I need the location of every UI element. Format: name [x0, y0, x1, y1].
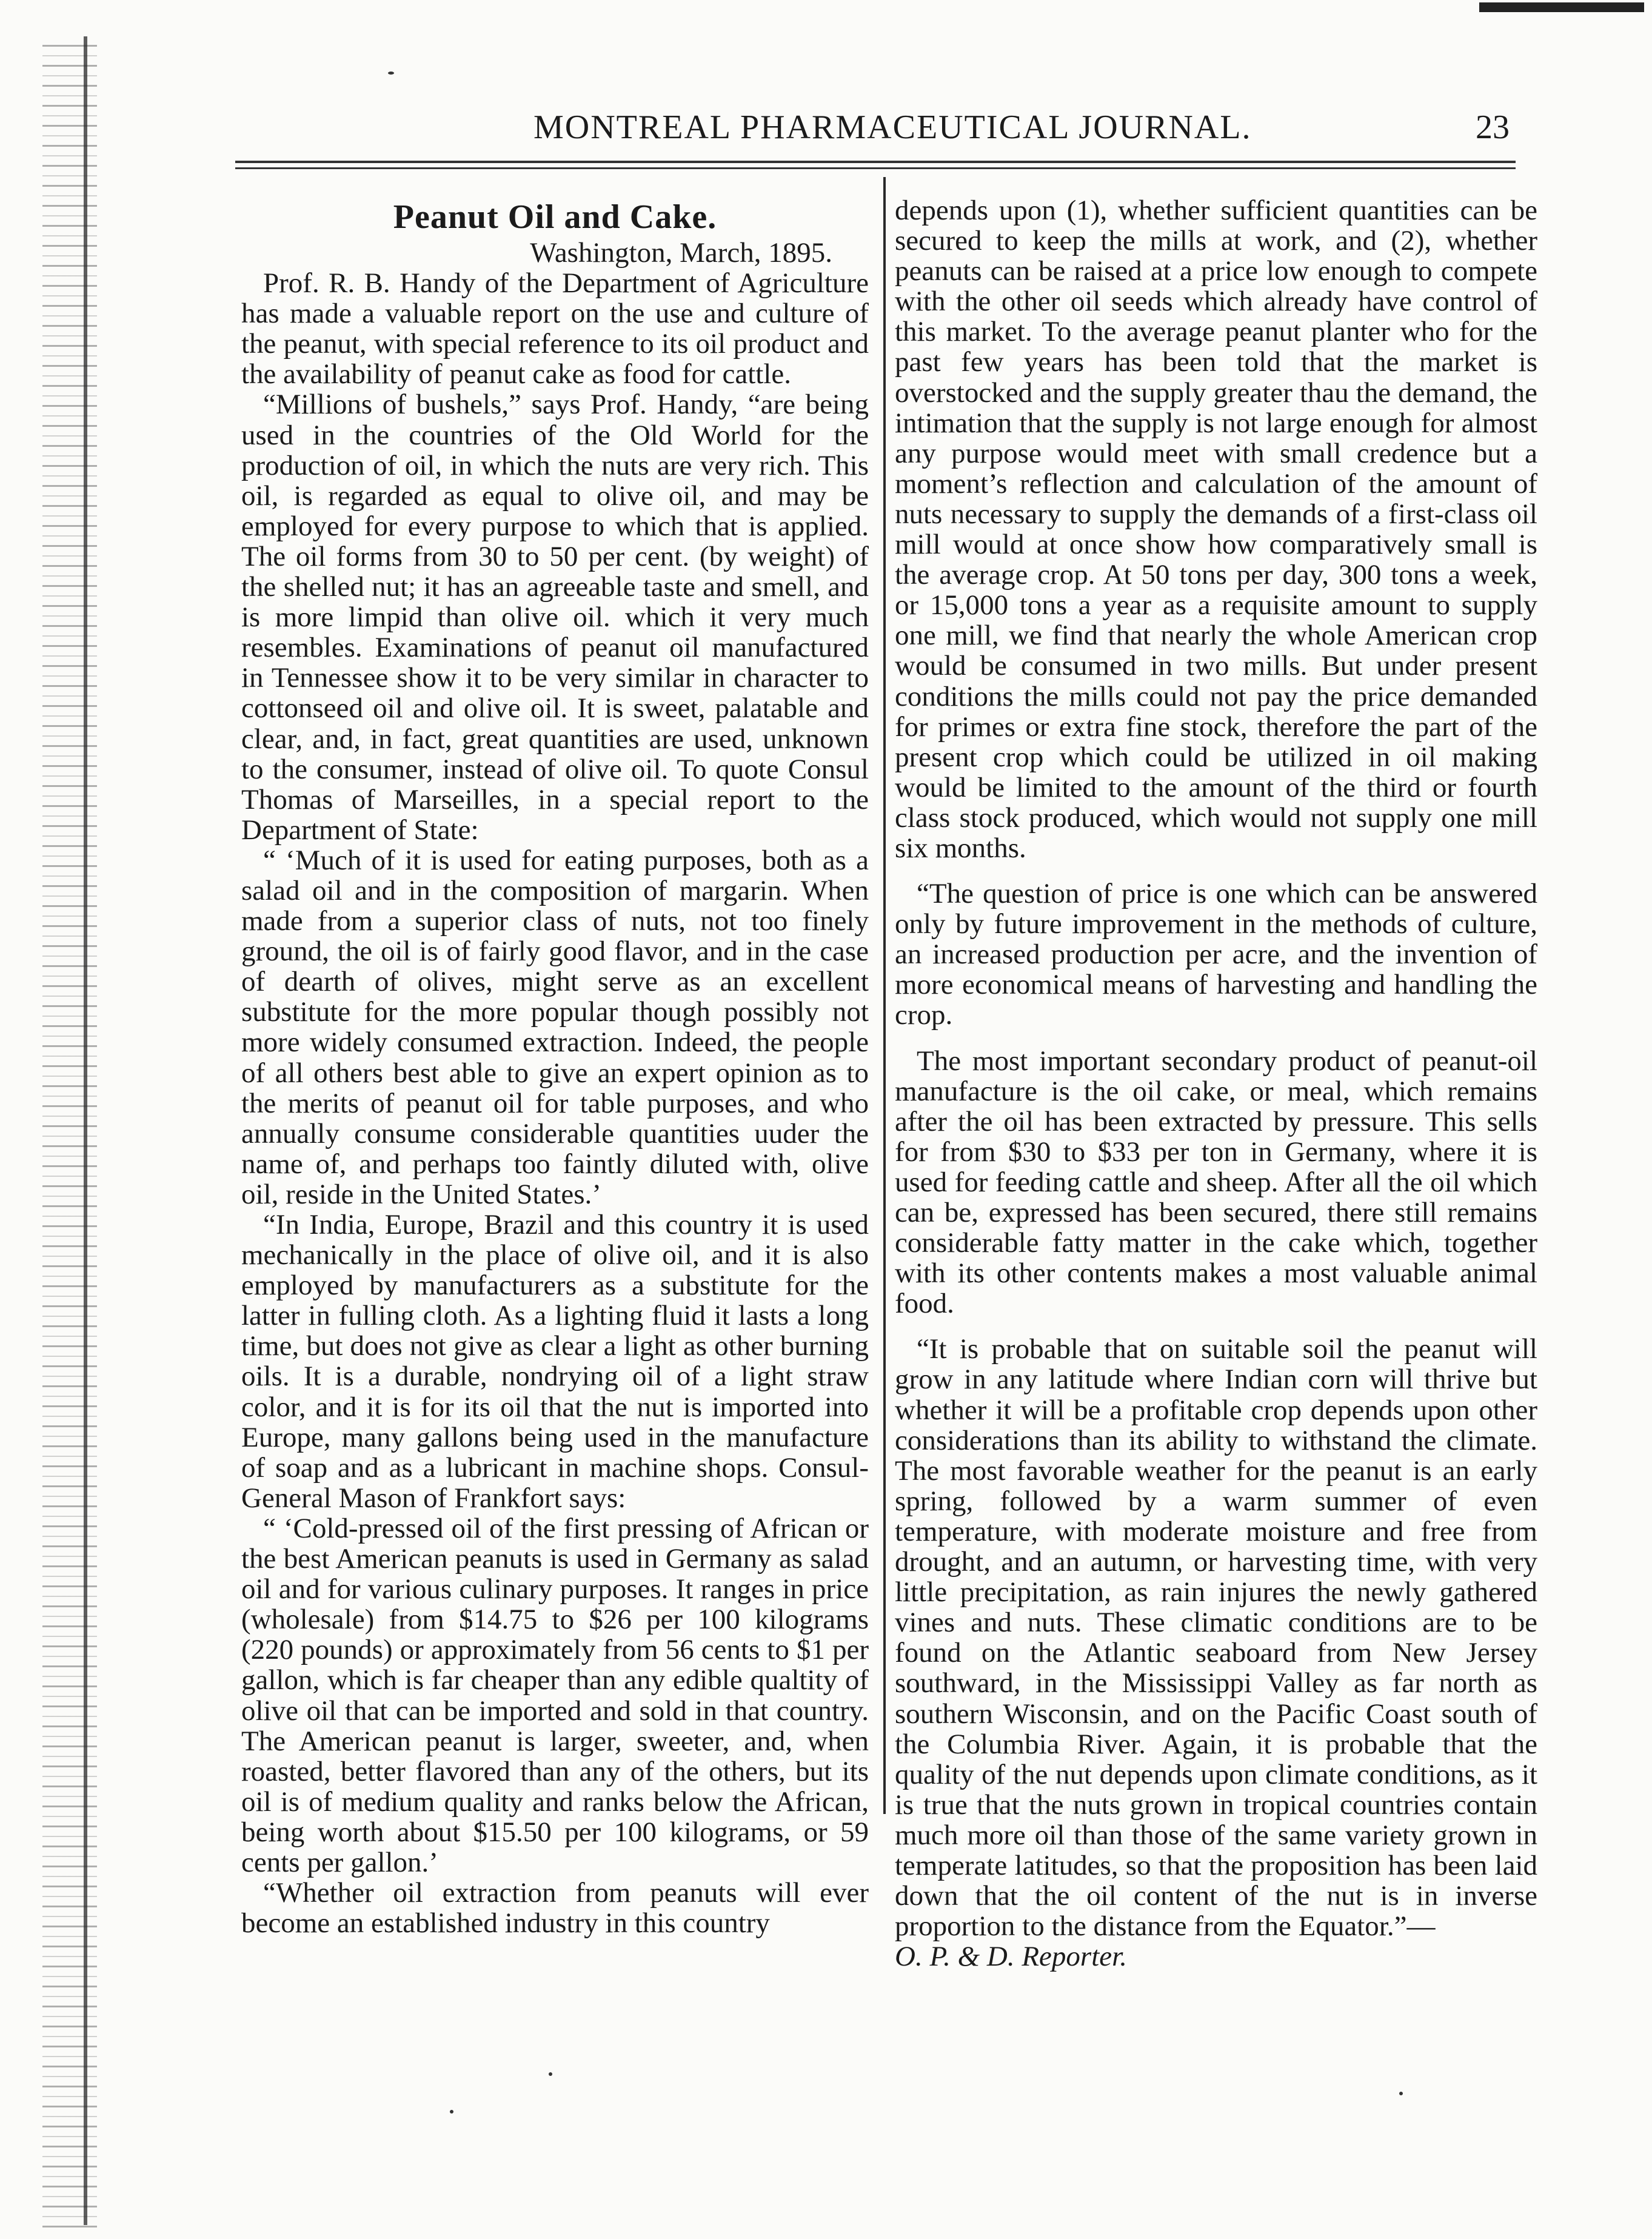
binding-shadow-line — [84, 36, 87, 2225]
paragraph: Prof. R. B. Handy of the Department of Agriculture has made a valuable report on the use and culture of the peanut, with special reference to its oil product and the availability of peanut cake as food for cattle. — [241, 267, 869, 390]
paragraph: “Whether oil extraction from peanuts will ever become an established industry in this country — [241, 1877, 869, 1939]
right-column — [895, 195, 1537, 1972]
article-title: Peanut Oil and Cake. — [393, 198, 717, 236]
paragraph: “It is probable that on suitable soil the peanut will grow in any latitude where Indian corn will thrive but whether it will be a profitable crop depends upon other considerations than its ability to withstand the climate. The most favorable weather for the peanut is an early spring, followed by a warm summer of even temperature, with moderate moisture and free from drought, and an autumn, or harvesting time, with very little precipitation, as rain injures the newly gathered vines and nuts. These climatic conditions are to be found on the Atlantic seaboard from New Jersey southward, in the Mississippi Valley as far north as southern Wisconsin, and on the Pacific Coast south of the Columbia River. Again, it is probable that the quality of the nut depends upon climate conditions, as it is true that the nuts grown in tropical countries contain much more oil than those of the same variety grown in temperate latitudes, so that the proposition has been laid down that the oil content of the nut is in inverse proportion to the distance from the Equator.”— — [895, 1333, 1537, 1943]
paragraph: “ ‘Much of it is used for eating purposes, both as a salad oil and in the composition of margarin. When made from a superior class of nuts, not too finely ground, the oil is of fairly good flavor, and in the case of dearth of olives, might serve as an excellent substitute for the more popular though possibly not more widely consumed extraction. Indeed, the people of all others best able to give an expert opinion as to the merits of peanut oil for table purposes, and who annually consume considerable quantities uuder the name of, and perhaps too faintly diluted with, olive oil, reside in the United States.’ — [241, 844, 869, 1210]
print-speck — [388, 72, 394, 75]
top-edge-rule — [1479, 2, 1644, 12]
column-divider — [883, 177, 886, 1814]
print-speck — [1399, 2092, 1403, 2095]
paragraph: “Millions of bushels,” says Prof. Handy, “are being used in the countries of the Old World for the production of oil, in which the nuts are very rich. This oil, is regarded as equal to olive oil, and may be employed for every purpose to which that is applied. The oil forms from 30 to 50 per cent. (by weight) of the shelled nut; it has an agreeable taste and smell, and is more limpid than olive oil. which it very much resembles. Examinations of peanut oil manufactured in Tennessee show it to be very similar in character to cottonseed oil and olive oil. It is sweet, palatable and clear, and, in fact, great quantities are used, unknown to the consumer, instead of olive oil. To quote Consul Thomas of Marseilles, in a special report to the Department of State: — [241, 389, 869, 846]
paragraph: depends upon (1), whether sufficient quantities can be secured to keep the mills at work, and (2), whether peanuts can be raised at a price low enough to compete with the other oil seeds which already have control of this market. To the average peanut planter who for the past few years has been told that the market is overstocked and the supply greater thau the demand, the intimation that the supply is not large enough for almost any purpose would meet with small credence but a moment’s reflection and calculation of the amount of nuts necessary to supply the demands of a first-class oil mill would at once show how comparatively small is the average crop. At 50 tons per day, 300 tons a week, or 15,000 tons a year as a requisite amount to supply one mill, we find that nearly the whole American crop would be consumed in two mills. But under present conditions the mills could not pay the price demanded for primes or extra fine stock, therefore the part of the present crop which could be utilized in oil making would be limited to the amount of the third or fourth class stock produced, which would not supply one mill six months. — [895, 195, 1537, 864]
paragraph: “ ‘Cold-pressed oil of the first pressing of African or the best American peanuts is used in Germany as salad oil and for various culinary purposes. It ranges in price (wholesale) from $14.75 to $26 per 100 kilograms (220 pounds) or approximately from 56 cents to $1 per gallon, which is far cheaper than any edible qualtity of olive oil that can be imported and sold in that country. The American peanut is larger, sweeter, and, when roasted, better flavored than any of the others, but its oil is of medium quality and ranks below the African, being worth about $15.50 per 100 kilograms, or 59 cents per gallon.’ — [241, 1512, 869, 1878]
left-column — [241, 199, 869, 1938]
dateline: Washington, March, 1895. — [530, 237, 832, 269]
binding-edge — [42, 36, 97, 2231]
paragraph: “In India, Europe, Brazil and this country it is used mechanically in the place of olive oil, and it is also employed by manufacturers as a substitute for the latter in fulling cloth. As a lighting fluid it lasts a long time, but does not give as clear a light as other burning oils. It is a durable, nondrying oil of a light straw color, and it is for its oil that the nut is imported into Europe, many gallons being used in the manufacture of soap and as a lubricant in machine shops. Consul-General Mason of Frankfort says: — [241, 1209, 869, 1514]
header-rule-top — [235, 161, 1516, 163]
print-speck — [549, 2072, 552, 2076]
page-number: 23 — [1476, 109, 1510, 146]
source-signature: O. P. & D. Reporter. — [895, 1941, 1127, 1973]
print-speck — [450, 2110, 453, 2113]
paragraph: The most important secondary product of peanut-oil manufacture is the oil cake, or meal, which remains after the oil has been extracted by pressure. This sells for from $30 to $33 per ton in Germany, where it is used for feeding cattle and sheep. After all the oil which can be, expressed has been secured, there still remains considerable fatty matter in the cake which, together with its other contents makes a most valuable animal food. — [895, 1045, 1537, 1320]
header-rule-bottom — [235, 167, 1516, 169]
running-title: MONTREAL PHARMACEUTICAL JOURNAL. — [533, 109, 1252, 146]
paragraph: “The question of price is one which can be answered only by future improvement in the methods of culture, an increased production per acre, and the invention of more economical means of harvesting and handling the crop. — [895, 878, 1537, 1031]
